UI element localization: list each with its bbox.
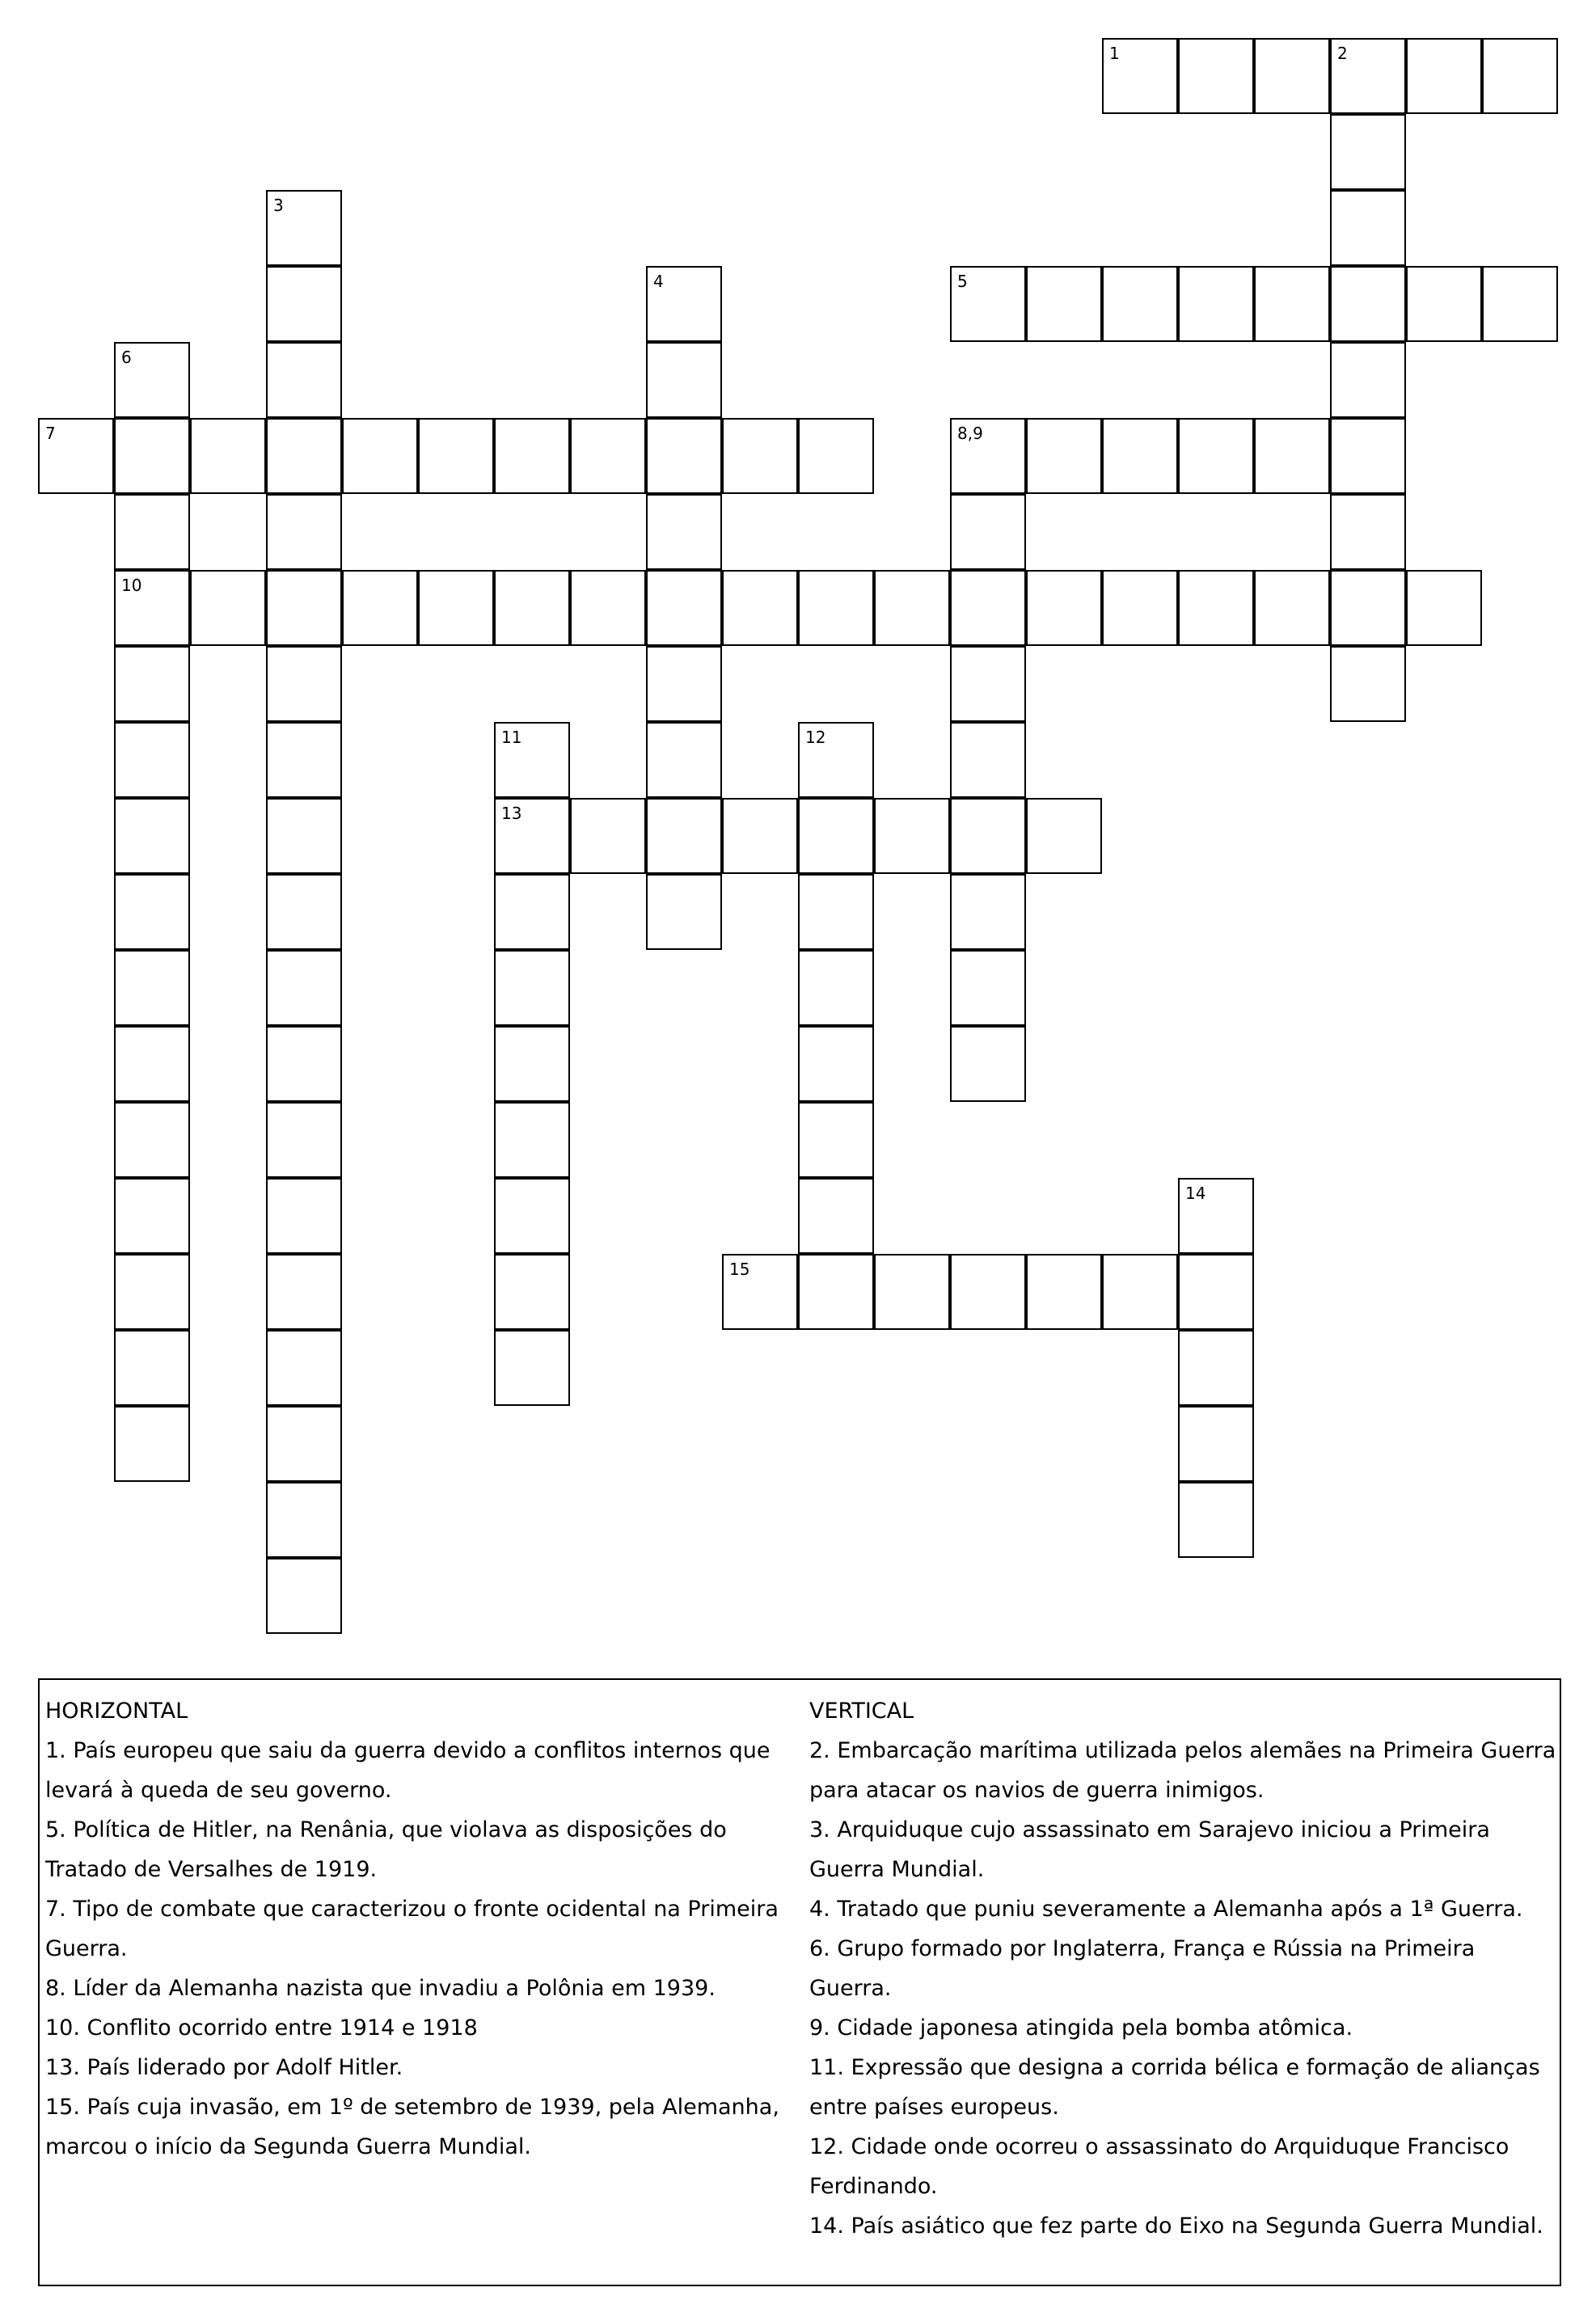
grid-cell[interactable] (646, 494, 722, 570)
grid-cell[interactable] (1406, 38, 1482, 114)
grid-cell[interactable] (950, 570, 1026, 646)
grid-cell[interactable] (1026, 418, 1102, 494)
grid-cell[interactable] (1102, 38, 1178, 114)
grid-cell[interactable] (570, 418, 646, 494)
grid-cell[interactable] (1330, 570, 1406, 646)
grid-cell[interactable] (114, 1178, 190, 1254)
clues-box (38, 1678, 1561, 2286)
grid-cell[interactable] (114, 1406, 190, 1482)
clue-line: Tratado de Versalhes de 1919. (45, 1857, 378, 1882)
grid-cell[interactable] (266, 1406, 342, 1482)
grid-cell[interactable] (494, 722, 570, 798)
grid-cell[interactable] (1330, 38, 1406, 114)
grid-cell[interactable] (722, 418, 798, 494)
grid-cell[interactable] (1102, 418, 1178, 494)
grid-cell[interactable] (1254, 570, 1330, 646)
grid-cell[interactable] (494, 1178, 570, 1254)
grid-cell[interactable] (1178, 1254, 1254, 1330)
grid-cell[interactable] (950, 418, 1026, 494)
clue-number: 4 (653, 272, 664, 291)
clue-number: 2 (1337, 44, 1348, 63)
grid-cell[interactable] (114, 494, 190, 570)
grid-cell[interactable] (646, 570, 722, 646)
clue-line: Ferdinando. (809, 2174, 938, 2199)
down-clue-list (809, 1731, 1557, 2246)
grid-cell[interactable] (646, 874, 722, 950)
grid-cell[interactable] (950, 798, 1026, 874)
grid-cell[interactable] (114, 722, 190, 798)
grid-cell[interactable] (1482, 266, 1558, 342)
grid-cell[interactable] (1330, 646, 1406, 722)
grid-cell[interactable] (570, 798, 646, 874)
grid-cell[interactable] (418, 570, 494, 646)
grid-cell[interactable] (950, 646, 1026, 722)
grid-cell[interactable] (798, 798, 874, 874)
clue-line: Guerra Mundial. (809, 1857, 985, 1882)
grid-cell[interactable] (114, 1026, 190, 1102)
grid-cell[interactable] (266, 1482, 342, 1558)
clue-line: 5. Política de Hitler, na Renânia, que violava as disposições do (45, 1817, 727, 1842)
grid-cell[interactable] (266, 342, 342, 418)
down-clues (809, 1691, 1557, 2246)
grid-cell[interactable] (1254, 266, 1330, 342)
clue-line: 7. Tipo de combate que caracterizou o fronte ocidental na Primeira (45, 1897, 779, 1922)
grid-cell[interactable] (798, 418, 874, 494)
grid-cell[interactable] (494, 874, 570, 950)
grid-cell[interactable] (722, 570, 798, 646)
clue-number: 1 (1109, 44, 1120, 63)
grid-cell[interactable] (1178, 38, 1254, 114)
grid-cell[interactable] (1406, 570, 1482, 646)
clue-line: 12. Cidade onde ocorreu o assassinato do Arquiduque Francisco (809, 2134, 1509, 2159)
grid-cell[interactable] (266, 1254, 342, 1330)
grid-cell[interactable] (266, 190, 342, 266)
grid-cell[interactable] (950, 950, 1026, 1026)
grid-cell[interactable] (494, 418, 570, 494)
grid-cell[interactable] (494, 798, 570, 874)
grid-cell[interactable] (1178, 1406, 1254, 1482)
grid-cell[interactable] (1102, 1254, 1178, 1330)
clue-number: 5 (957, 272, 968, 291)
grid-cell[interactable] (950, 722, 1026, 798)
grid-cell[interactable] (1254, 38, 1330, 114)
grid-cell[interactable] (798, 1026, 874, 1102)
grid-cell[interactable] (722, 798, 798, 874)
grid-cell[interactable] (1406, 266, 1482, 342)
across-heading: HORIZONTAL (45, 1699, 188, 1724)
clue-line: 11. Expressão que designa a corrida bélica e formação de alianças (809, 2055, 1540, 2080)
grid-cell[interactable] (114, 874, 190, 950)
grid-cell[interactable] (418, 418, 494, 494)
clue-line: entre países europeus. (809, 2095, 1059, 2120)
grid-cell[interactable] (1178, 1178, 1254, 1254)
clue-line: 6. Grupo formado por Inglaterra, França e Rússia na Primeira (809, 1936, 1476, 1961)
grid-cell[interactable] (1330, 494, 1406, 570)
grid-cell[interactable] (266, 874, 342, 950)
grid-cell[interactable] (1026, 798, 1102, 874)
grid-cell[interactable] (114, 798, 190, 874)
grid-cell[interactable] (722, 1254, 798, 1330)
grid-cell[interactable] (950, 1254, 1026, 1330)
clue-number: 14 (1185, 1184, 1206, 1203)
grid-cell[interactable] (646, 722, 722, 798)
grid-cell[interactable] (1178, 570, 1254, 646)
grid-cell[interactable] (646, 646, 722, 722)
grid-cell[interactable] (266, 1330, 342, 1406)
grid-cell[interactable] (342, 418, 418, 494)
clue-line: 9. Cidade japonesa atingida pela bomba atômica. (809, 2015, 1353, 2041)
clue-number: 7 (45, 424, 56, 443)
grid-cell[interactable] (1178, 266, 1254, 342)
clue-number: 13 (501, 804, 522, 823)
grid-cell[interactable] (874, 570, 950, 646)
grid-cell[interactable] (950, 1026, 1026, 1102)
clue-number: 3 (273, 196, 284, 215)
clue-line: para atacar os navios de guerra inimigos. (809, 1778, 1265, 1803)
grid-cell[interactable] (114, 1330, 190, 1406)
clue-line: 4. Tratado que puniu severamente a Alemanha após a 1ª Guerra. (809, 1897, 1523, 1922)
grid-cell[interactable] (494, 1102, 570, 1178)
clue-line: 3. Arquiduque cujo assassinato em Sarajevo iniciou a Primeira (809, 1817, 1490, 1842)
grid-cell[interactable] (950, 494, 1026, 570)
grid-cell[interactable] (494, 570, 570, 646)
grid-cell[interactable] (1330, 342, 1406, 418)
grid-cell[interactable] (1026, 1254, 1102, 1330)
clue-line: 10. Conflito ocorrido entre 1914 e 1918 (45, 2015, 478, 2041)
grid-cell[interactable] (494, 950, 570, 1026)
grid-cell[interactable] (1330, 114, 1406, 190)
grid-cell[interactable] (266, 646, 342, 722)
grid-cell[interactable] (266, 950, 342, 1026)
grid-cell[interactable] (798, 950, 874, 1026)
grid-cell[interactable] (874, 798, 950, 874)
grid-cell[interactable] (266, 418, 342, 494)
grid-cell[interactable] (266, 1102, 342, 1178)
clue-number: 6 (121, 348, 132, 367)
clue-line: Guerra. (45, 1936, 128, 1961)
grid-cell[interactable] (494, 1026, 570, 1102)
grid-cell[interactable] (646, 266, 722, 342)
across-clue-list (45, 1731, 797, 2167)
grid-cell[interactable] (874, 1254, 950, 1330)
clue-number: 12 (805, 728, 826, 747)
clue-line: levará à queda de seu governo. (45, 1778, 392, 1803)
clue-line: 2. Embarcação marítima utilizada pelos alemães na Primeira Guerra (809, 1738, 1556, 1763)
grid-cell[interactable] (114, 950, 190, 1026)
grid-cell[interactable] (266, 494, 342, 570)
clue-line: marcou o início da Segunda Guerra Mundial. (45, 2134, 532, 2159)
grid-cell[interactable] (114, 1102, 190, 1178)
grid-cell[interactable] (494, 1254, 570, 1330)
grid-cell[interactable] (114, 646, 190, 722)
grid-cell[interactable] (114, 342, 190, 418)
grid-cell[interactable] (266, 266, 342, 342)
grid-cell[interactable] (798, 1102, 874, 1178)
across-clues (45, 1691, 797, 2167)
clue-line: 13. País liderado por Adolf Hitler. (45, 2055, 403, 2080)
grid-cell[interactable] (266, 1178, 342, 1254)
grid-cell[interactable] (1178, 418, 1254, 494)
grid-cell[interactable] (266, 1558, 342, 1634)
clue-line: 8. Líder da Alemanha nazista que invadiu a Polônia em 1939. (45, 1976, 716, 2001)
clue-line: 15. País cuja invasão, em 1º de setembro de 1939, pela Alemanha, (45, 2095, 779, 2120)
grid-cell[interactable] (266, 570, 342, 646)
grid-cell[interactable] (190, 418, 266, 494)
clue-number: 15 (729, 1260, 750, 1279)
grid-cell[interactable] (646, 798, 722, 874)
clue-number: 8,9 (957, 424, 983, 443)
grid-cell[interactable] (1330, 418, 1406, 494)
grid-cell[interactable] (1026, 266, 1102, 342)
grid-cell[interactable] (1178, 1330, 1254, 1406)
down-heading: VERTICAL (809, 1699, 914, 1724)
grid-cell[interactable] (1254, 418, 1330, 494)
grid-cell[interactable] (646, 418, 722, 494)
grid-cell[interactable] (266, 722, 342, 798)
clue-line: 14. País asiático que fez parte do Eixo na Segunda Guerra Mundial. (809, 2214, 1543, 2239)
grid-cell[interactable] (190, 570, 266, 646)
grid-cell[interactable] (38, 418, 114, 494)
grid-cell[interactable] (1330, 266, 1406, 342)
grid-cell[interactable] (1102, 570, 1178, 646)
grid-cell[interactable] (1026, 570, 1102, 646)
grid-cell[interactable] (798, 1254, 874, 1330)
grid-cell[interactable] (950, 874, 1026, 950)
grid-cell[interactable] (798, 722, 874, 798)
grid-cell[interactable] (1330, 190, 1406, 266)
grid-cell[interactable] (798, 570, 874, 646)
clue-line: Guerra. (809, 1976, 892, 2001)
grid-cell[interactable] (570, 570, 646, 646)
grid-cell[interactable] (798, 1178, 874, 1254)
grid-cell[interactable] (1102, 266, 1178, 342)
grid-cell[interactable] (114, 418, 190, 494)
grid-cell[interactable] (114, 570, 190, 646)
grid-cell[interactable] (114, 1254, 190, 1330)
grid-cell[interactable] (342, 570, 418, 646)
grid-cell[interactable] (798, 874, 874, 950)
grid-cell[interactable] (266, 1026, 342, 1102)
grid-cell[interactable] (1178, 1482, 1254, 1558)
clue-number: 11 (501, 728, 522, 747)
grid-cell[interactable] (266, 798, 342, 874)
clue-line: 1. País europeu que saiu da guerra devido a conflitos internos que (45, 1738, 771, 1763)
clue-number: 10 (121, 576, 142, 595)
grid-cell[interactable] (494, 1330, 570, 1406)
grid-cell[interactable] (646, 342, 722, 418)
grid-cell[interactable] (1482, 38, 1558, 114)
grid-cell[interactable] (950, 266, 1026, 342)
